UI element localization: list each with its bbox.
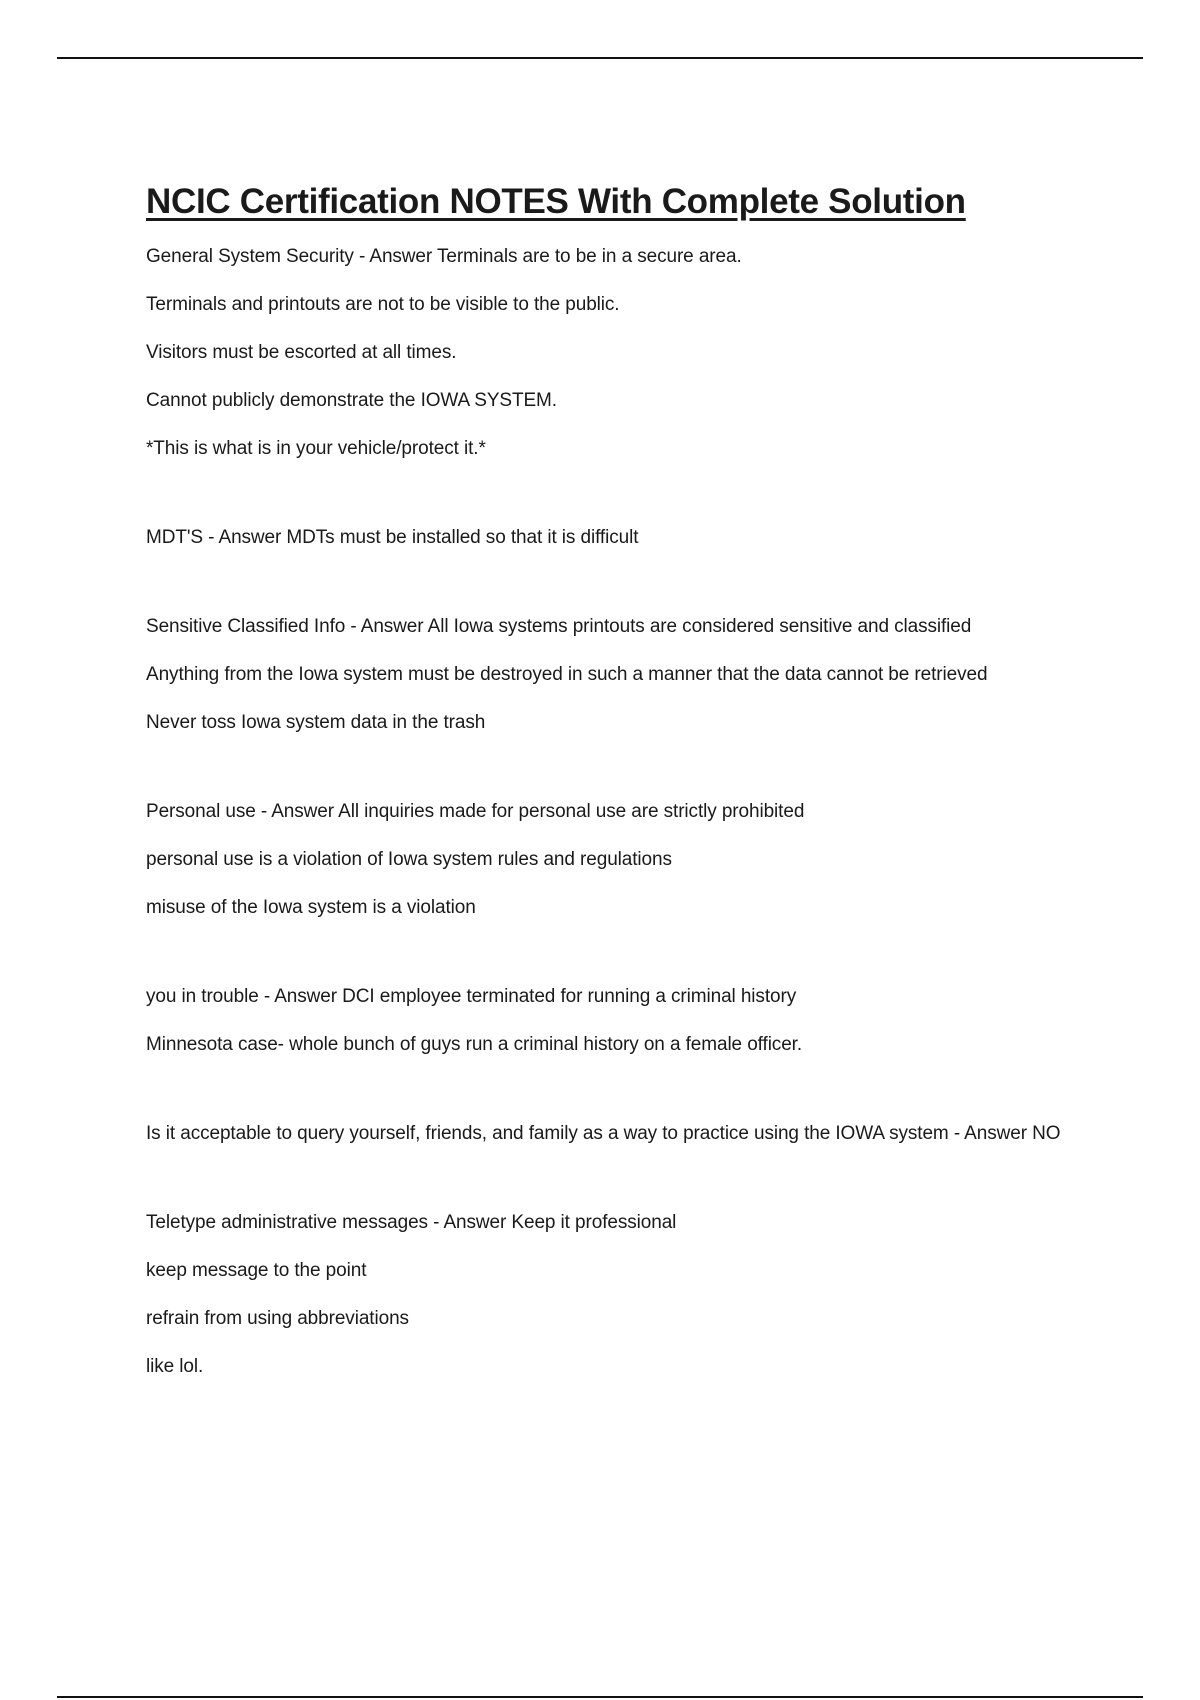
note-line: Cannot publicly demonstrate the IOWA SYSTEM. [146, 390, 557, 411]
top-rule [57, 57, 1143, 59]
note-line: Never toss Iowa system data in the trash [146, 712, 486, 733]
section-spacer [146, 942, 1086, 983]
note-line: Is it acceptable to query yourself, friends, and family as a way to practice using the IOWA system - Answer NO [146, 1123, 1061, 1144]
section-general-system-security [146, 243, 1086, 463]
section-spacer [146, 483, 1086, 524]
note-line: MDT'S - Answer MDTs must be installed so that it is difficult [146, 527, 639, 548]
note-line: *This is what is in your vehicle/protect it.* [146, 438, 486, 459]
section-spacer [146, 1168, 1086, 1209]
note-line: Teletype administrative messages - Answer Keep it professional [146, 1212, 677, 1233]
section-teletype-messages [146, 1209, 1086, 1381]
note-line: Personal use - Answer All inquiries made for personal use are strictly prohibited [146, 801, 805, 822]
note-line: personal use is a violation of Iowa system rules and regulations [146, 849, 672, 870]
note-line: Minnesota case- whole bunch of guys run a criminal history on a female officer. [146, 1034, 803, 1055]
note-line: Terminals and printouts are not to be visible to the public. [146, 294, 620, 315]
section-spacer [146, 757, 1086, 798]
document-title: NCIC Certification NOTES With Complete Solution [146, 182, 966, 221]
section-sensitive-classified-info [146, 613, 1086, 737]
section-spacer [146, 572, 1086, 613]
note-line: Sensitive Classified Info - Answer All Iowa systems printouts are considered sensitive and classified [146, 616, 972, 637]
document-body [146, 180, 1086, 1401]
note-line: misuse of the Iowa system is a violation [146, 897, 476, 918]
section-spacer [146, 1079, 1086, 1120]
note-line: Anything from the Iowa system must be destroyed in such a manner that the data cannot be retrieved [146, 664, 988, 685]
section-query-practice [146, 1120, 1086, 1148]
section-you-in-trouble [146, 983, 1086, 1059]
note-line: like lol. [146, 1356, 204, 1377]
note-line: Visitors must be escorted at all times. [146, 342, 457, 363]
note-line: refrain from using abbreviations [146, 1308, 409, 1329]
bottom-rule [57, 1696, 1143, 1698]
note-line: General System Security - Answer Terminals are to be in a secure area. [146, 246, 742, 267]
note-line: you in trouble - Answer DCI employee terminated for running a criminal history [146, 986, 797, 1007]
note-line: keep message to the point [146, 1260, 367, 1281]
section-mdts [146, 524, 1086, 552]
section-personal-use [146, 798, 1086, 922]
